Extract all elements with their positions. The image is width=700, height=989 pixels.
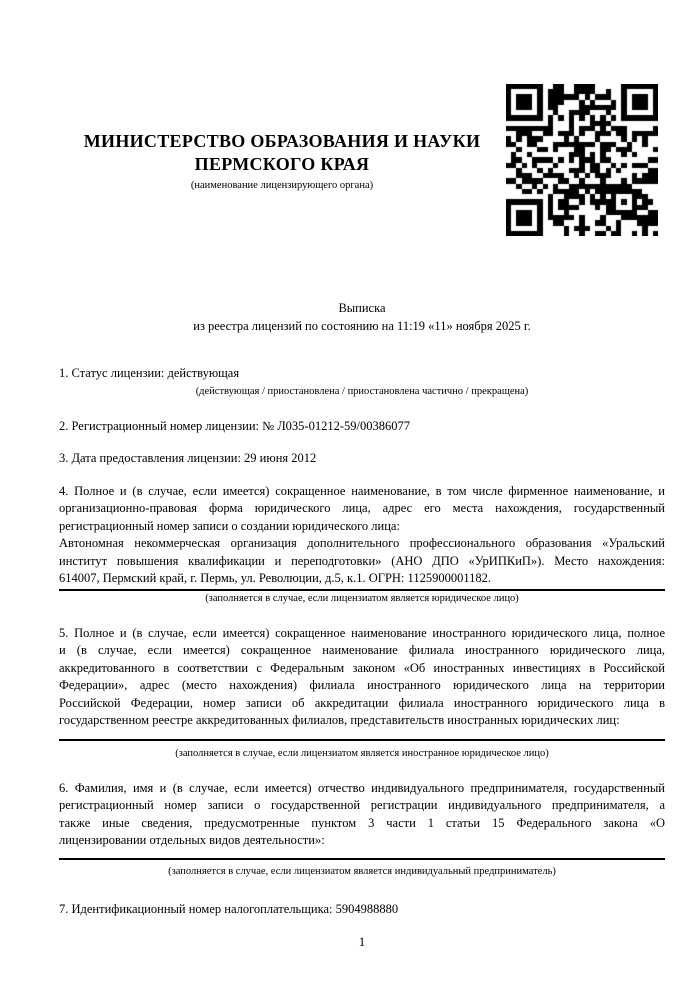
document-content: [59, 0, 665, 952]
licensing-authority-caption: (наименование лицензирующего органа): [190, 180, 374, 191]
item-5-prompt-line: аккредитованного в соответствии с Федеральным законом «Об иностранных инвестициях в Российской: [59, 660, 665, 675]
item-1-caption: (действующая / приостановлена / приостановлена частично / прекращена): [195, 385, 529, 397]
item-5-caption: (заполняется в случае, если лицензиатом является иностранное юридическое лицо): [175, 747, 549, 759]
item-6-prompt-line: также иные сведения, предусмотренные пунктом 3 части 1 статьи 15 Федерального закона «О: [59, 815, 665, 830]
item-5-foreign-entity: [59, 625, 665, 730]
item-4-legal-entity: [59, 483, 665, 588]
item-4-prompt-line: регистрационный номер записи о создании юридического лица:: [59, 518, 400, 533]
item-6-prompt-line: 6. Фамилия, имя и (в случае, если имеется) отчество индивидуального предпринимателя, государственный: [59, 780, 665, 795]
item-5-prompt-line: государственном реестре аккредитованных филиалов, представительств иностранных юридических лиц:: [59, 713, 620, 727]
page-number: 1: [358, 935, 366, 949]
item-4-caption: (заполняется в случае, если лицензиатом является юридическое лицо): [205, 592, 519, 604]
item-6-caption: (заполняется в случае, если лицензиатом является индивидуальный предприниматель): [168, 865, 556, 877]
item-4-value-line: 614007, Пермский край, г. Пермь, ул. Революции, д.5, к.1. ОГРН: 1125900001182.: [59, 571, 491, 585]
item-4-prompt-line: организационно-правовая форма юридического лица, адрес его места нахождения, государственный: [59, 501, 665, 515]
item-4-value-line: институт повышения квалификации и переподготовки» (АНО ДПО «УрИПКиП»). Место нахождения:: [59, 553, 665, 568]
item-5-prompt-line: и (в случае, если имеется) сокращенное наименование филиала иностранного юридического лица,: [59, 643, 665, 657]
item-5-fill-line: [59, 739, 665, 741]
item-6-individual-entrepreneur: [59, 780, 665, 850]
ministry-name-line1: МИНИСТЕРСТВО ОБРАЗОВАНИЯ И НАУКИ: [83, 131, 481, 151]
item-2-registration-number: 2. Регистрационный номер лицензии: № Л035-01212-59/00386077: [59, 418, 410, 433]
item-3-license-date: 3. Дата предоставления лицензии: 29 июня 2012: [59, 451, 317, 465]
title-line2: из реестра лицензий по состоянию на 11:19 «11» ноября 2025 г.: [193, 318, 531, 333]
item-1-license-status: 1. Статус лицензии: действующая: [59, 366, 240, 380]
ministry-name-line2: ПЕРМСКОГО КРАЯ: [194, 154, 370, 174]
item-5-prompt-line: Федерации», адрес (место нахождения) филиала иностранного юридического лица на территории: [59, 678, 665, 692]
document-title: [59, 300, 665, 335]
item-6-prompt-line: регистрационный номер записи о государственной регистрации индивидуального предпринимателя, а: [59, 798, 665, 812]
item-5-prompt-line: 5. Полное и (в случае, если имеется) сокращенное наименование иностранного юридического лица, полное: [59, 625, 665, 640]
item-4-prompt-line: 4. Полное и (в случае, если имеется) сокращенное наименование, в том числе фирменное наименование, и: [59, 483, 665, 498]
item-5-prompt-line: Российской Федерации, номер записи об аккредитации филиала иностранного юридического лица в: [59, 695, 665, 710]
item-4-fill-line: [59, 589, 665, 591]
item-7-taxpayer-number: 7. Идентификационный номер налогоплательщика: 5904988880: [59, 901, 399, 916]
title-line1: Выписка: [338, 301, 386, 315]
ministry-header: [59, 130, 505, 193]
item-6-prompt-line: лицензировании отдельных видов деятельности»:: [59, 833, 325, 847]
item-4-value-line: Автономная некоммерческая организация дополнительного профессионального образования «Уральский: [59, 536, 665, 550]
item-6-fill-line: [59, 858, 665, 860]
